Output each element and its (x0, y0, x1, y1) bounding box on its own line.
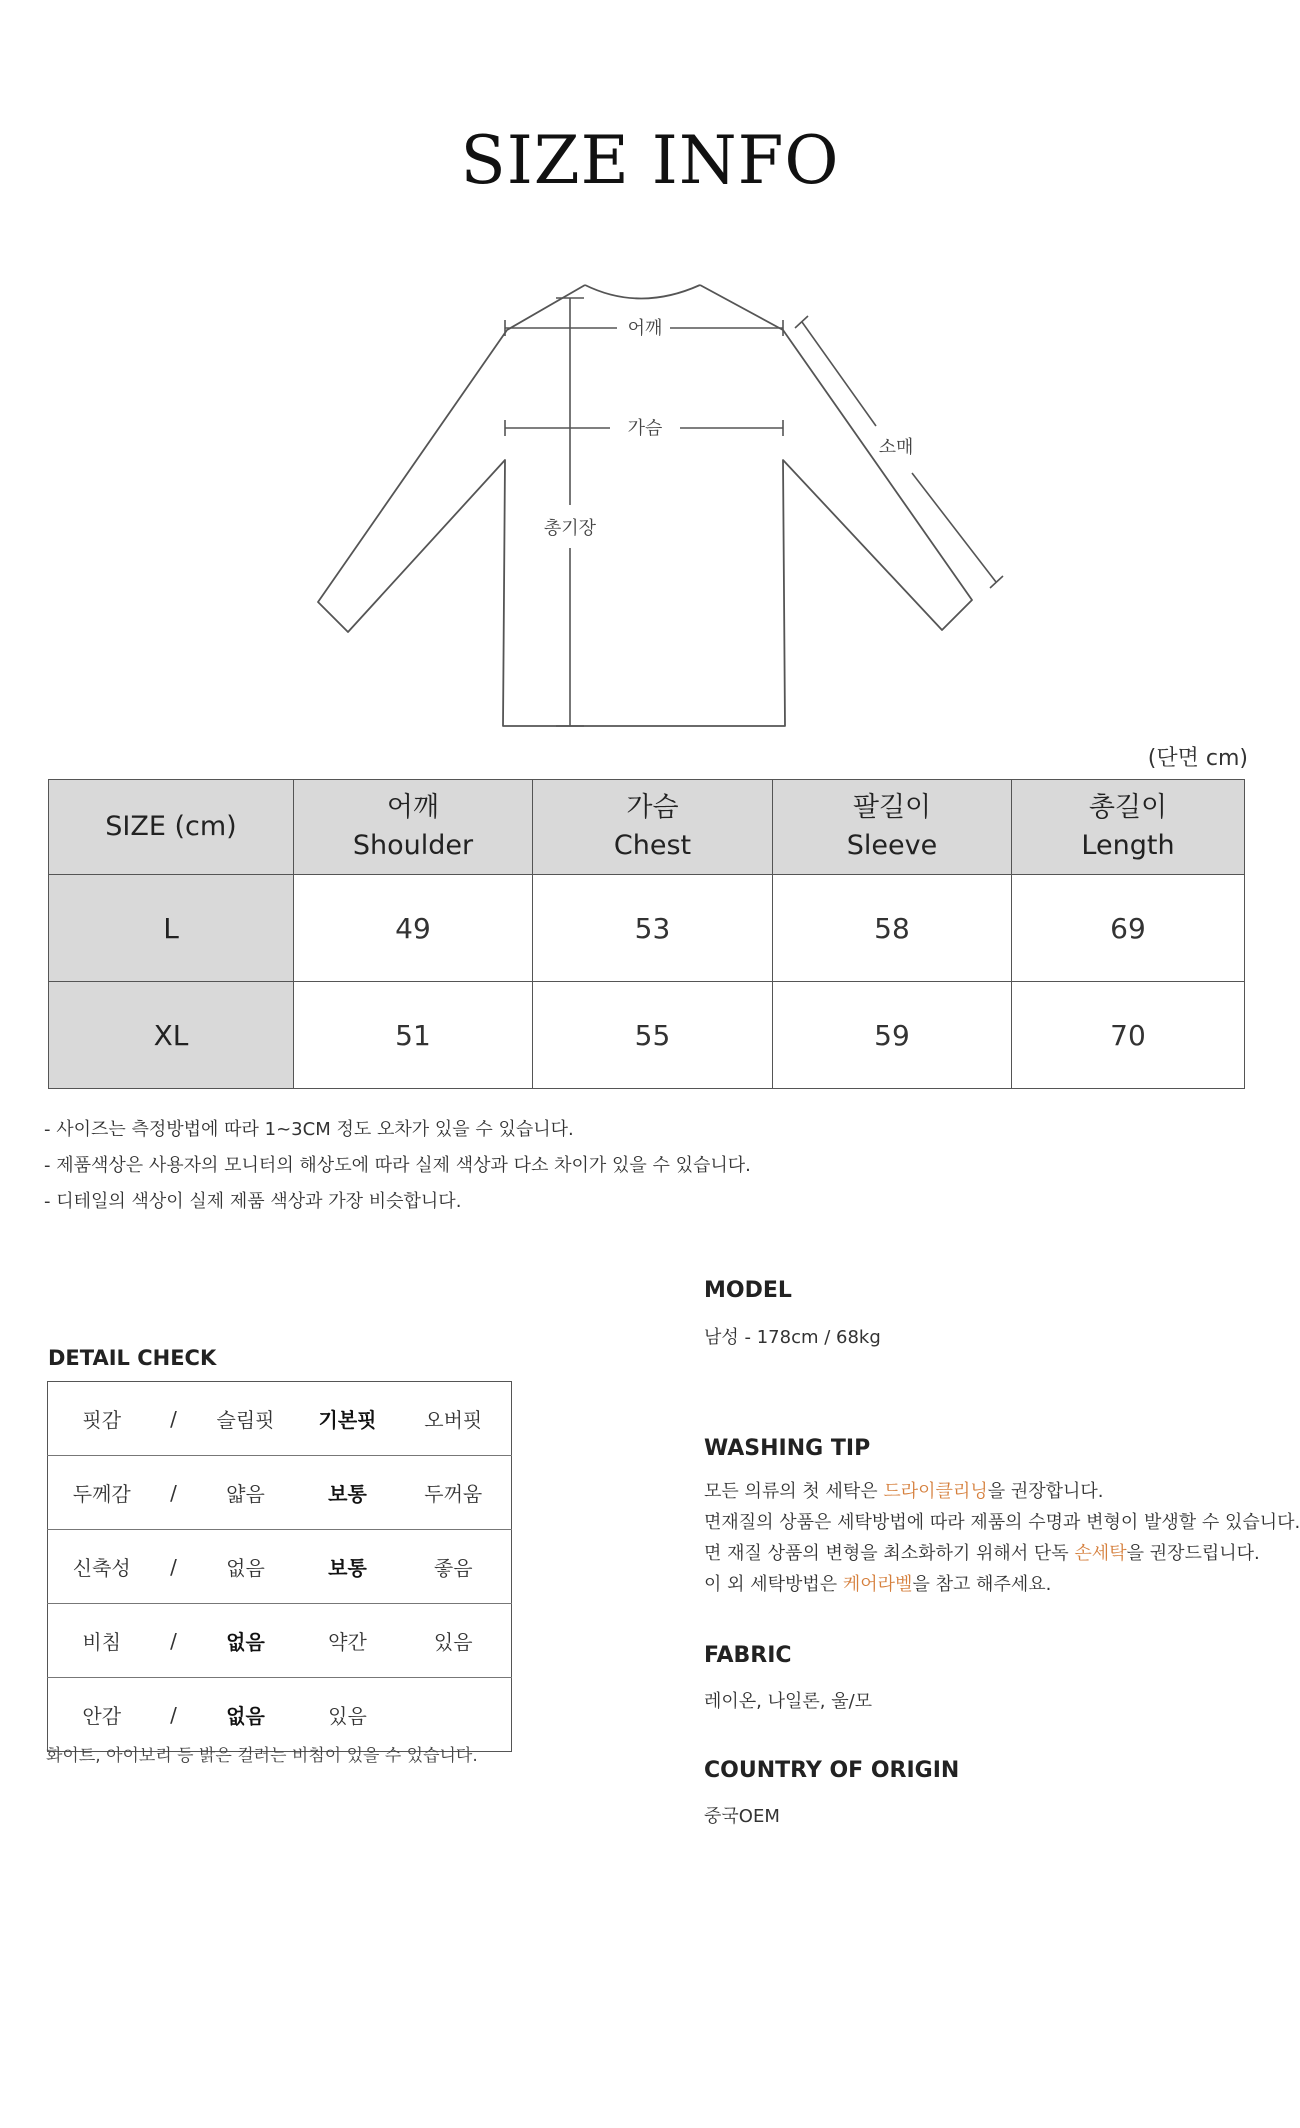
washing-line: 모든 의류의 첫 세탁은 드라이클리닝을 권장합니다. (704, 1481, 1104, 1502)
note-line: - 제품색상은 사용자의 모니터의 해상도에 따라 실제 색상과 다소 차이가 있을 수 있습니다. (44, 1155, 751, 1176)
header-shoulder: 어깨 Shoulder (294, 780, 533, 875)
detail-option: 있음 (396, 1604, 512, 1678)
value-cell: 70 (1012, 982, 1245, 1089)
detail-option-selected: 없음 (226, 1704, 265, 1728)
header-chest: 가슴 Chest (533, 780, 773, 875)
model-heading: MODEL (704, 1278, 792, 1303)
highlight-text: 손세탁 (1074, 1543, 1127, 1564)
detail-label: 신축성 (48, 1530, 156, 1604)
detail-option-selected: 보통 (300, 1530, 396, 1604)
unit-note: (단면 cm) (1147, 746, 1248, 771)
washing-line: 면재질의 상품은 세탁방법에 따라 제품의 수명과 변형이 발생할 수 있습니다. (704, 1512, 1300, 1533)
fabric-heading: FABRIC (704, 1643, 792, 1668)
value-cell: 49 (294, 875, 533, 982)
shoulder-label: 어깨 (627, 318, 663, 339)
washing-heading: WASHING TIP (704, 1436, 871, 1461)
detail-row-stretch (48, 1530, 512, 1604)
chest-label: 가슴 (627, 418, 663, 439)
highlight-text: 케어라벨 (842, 1574, 913, 1595)
detail-label: 핏감 (48, 1382, 156, 1456)
size-table (48, 779, 1245, 1089)
detail-option: 좋음 (396, 1530, 512, 1604)
detail-option: 두꺼움 (396, 1456, 512, 1530)
table-row (49, 875, 1245, 982)
washing-text (704, 1476, 1300, 1600)
header-length: 총길이 Length (1012, 780, 1245, 875)
measure-lines (505, 298, 1003, 726)
value-cell: 58 (773, 875, 1012, 982)
detail-option: 약간 (300, 1604, 396, 1678)
detail-option-selected: 없음 (192, 1604, 300, 1678)
fabric-text: 레이온, 나일론, 울/모 (704, 1691, 873, 1712)
value-cell: 51 (294, 982, 533, 1089)
sweater-outline (318, 285, 972, 726)
origin-heading: COUNTRY OF ORIGIN (704, 1758, 960, 1783)
detail-row-sheer (48, 1604, 512, 1678)
detail-sep: / (156, 1382, 192, 1456)
page-title: SIZE INFO (460, 122, 840, 199)
detail-sep: / (156, 1530, 192, 1604)
detail-sep: / (156, 1456, 192, 1530)
detail-sep: / (156, 1604, 192, 1678)
detail-option: 있음 (328, 1704, 367, 1728)
table-row (49, 982, 1245, 1089)
detail-row-thickness (48, 1456, 512, 1530)
note-line: - 사이즈는 측정방법에 따라 1~3CM 정도 오차가 있을 수 있습니다. (44, 1119, 574, 1140)
model-text: 남성 - 178cm / 68kg (704, 1327, 881, 1348)
value-cell: 59 (773, 982, 1012, 1089)
detail-option: 없음 (192, 1530, 300, 1604)
header-sleeve: 팔길이 Sleeve (773, 780, 1012, 875)
detail-row-fit (48, 1382, 512, 1456)
detail-note: 화이트, 아이보리 등 밝은 컬러는 비침이 있을 수 있습니다. (46, 1746, 478, 1766)
detail-check-title: DETAIL CHECK (48, 1346, 217, 1370)
detail-label: 두께감 (48, 1456, 156, 1530)
sleeve-label: 소매 (878, 437, 914, 458)
detail-option-selected: 보통 (300, 1456, 396, 1530)
detail-option: 오버핏 (396, 1382, 512, 1456)
detail-option: 슬림핏 (192, 1382, 300, 1456)
washing-line: 면 재질 상품의 변형을 최소화하기 위해서 단독 손세탁을 권장드립니다. (704, 1543, 1260, 1564)
detail-option: 얇음 (192, 1456, 300, 1530)
length-label: 총기장 (543, 518, 597, 539)
garment-diagram (0, 270, 1300, 740)
origin-text: 중국OEM (704, 1806, 780, 1827)
washing-line: 이 외 세탁방법은 케어라벨을 참고 해주세요. (704, 1574, 1052, 1595)
note-line: - 디테일의 색상이 실제 제품 색상과 가장 비슷합니다. (44, 1191, 462, 1212)
size-table-header (49, 780, 1245, 875)
detail-sep: / (170, 1702, 177, 1727)
value-cell: 53 (533, 875, 773, 982)
header-size: SIZE (cm) (49, 780, 294, 875)
highlight-text: 드라이클리닝 (883, 1481, 988, 1502)
detail-label: 비침 (48, 1604, 156, 1678)
value-cell: 69 (1012, 875, 1245, 982)
value-cell: 55 (533, 982, 773, 1089)
size-notes (44, 1112, 751, 1220)
detail-option-selected: 기본핏 (300, 1382, 396, 1456)
detail-label: 안감 (82, 1704, 122, 1728)
size-cell: XL (49, 982, 294, 1089)
size-cell: L (49, 875, 294, 982)
detail-check-table (47, 1381, 512, 1752)
